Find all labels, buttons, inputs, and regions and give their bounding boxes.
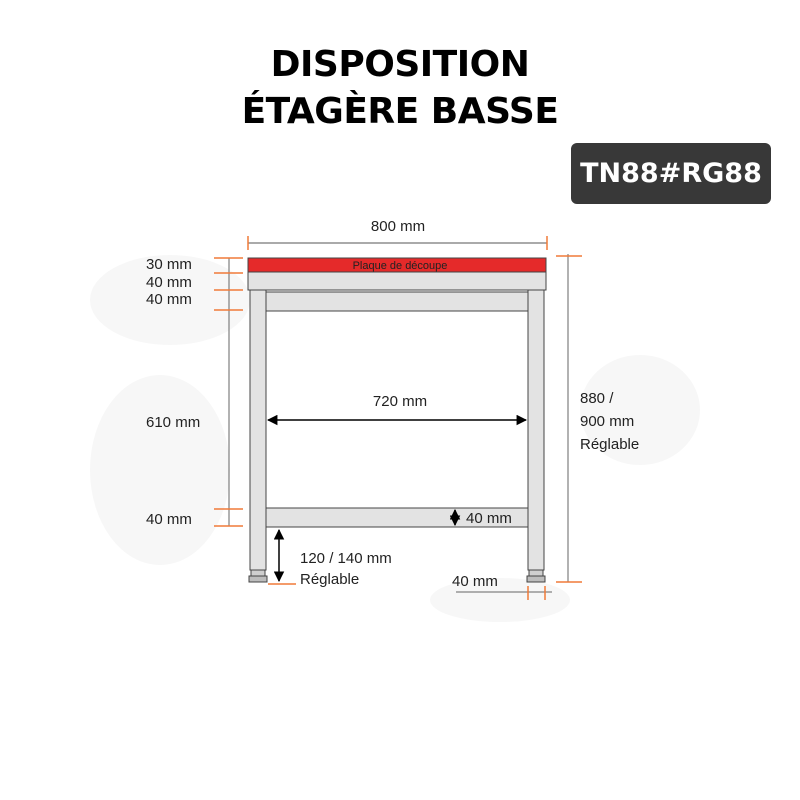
- foot-height-dimension: [268, 530, 392, 588]
- foot-height-line2: Réglable: [300, 571, 360, 588]
- total-height-line1: 880 /: [580, 390, 614, 407]
- inner-width-dimension: [268, 393, 526, 420]
- inner-width-label: 720 mm: [372, 393, 428, 410]
- dim-shelf: 40 mm: [146, 511, 192, 528]
- cutting-board-label: Plaque de découpe: [352, 260, 448, 272]
- reference-badge: TN88#RG88: [571, 143, 771, 204]
- right-foot: [527, 570, 545, 582]
- total-height-line3: Réglable: [580, 436, 640, 453]
- upper-rail: [266, 292, 528, 311]
- worktop-frame: [248, 272, 546, 290]
- dim-board: 30 mm: [146, 256, 192, 273]
- width-label: 800 mm: [370, 218, 426, 235]
- leg-width-label: 40 mm: [452, 573, 498, 590]
- shelf-thickness-label: 40 mm: [466, 510, 512, 527]
- dim-rail: 40 mm: [146, 291, 192, 308]
- total-height-line2: 900 mm: [580, 413, 635, 430]
- right-leg: [528, 290, 544, 570]
- left-leg: [250, 290, 266, 570]
- width-dimension: [248, 218, 547, 250]
- total-height-dimension: [556, 254, 639, 582]
- dim-top-frame: 40 mm: [146, 274, 192, 291]
- dim-leg-span: 610 mm: [146, 414, 201, 431]
- page-title-line-2: ÉTAGÈRE BASSE: [241, 91, 559, 132]
- foot-height-line1: 120 / 140 mm: [300, 550, 392, 567]
- left-foot: [249, 570, 267, 582]
- page-title-line-1: DISPOSITION: [270, 44, 530, 85]
